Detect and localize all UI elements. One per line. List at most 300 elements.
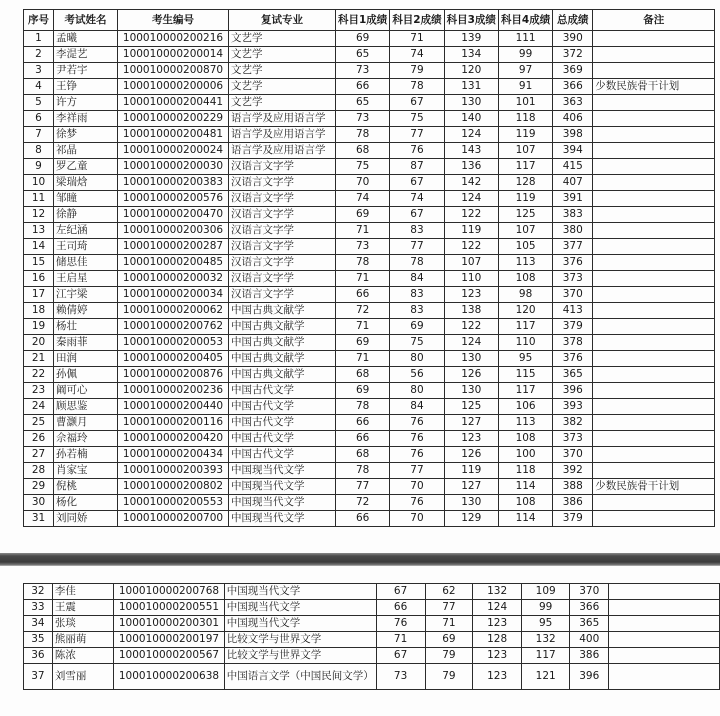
cell-id: 100010000200441 [118,95,229,111]
table-row [24,648,720,664]
cell-id: 100010000200576 [118,191,229,207]
cell-total: 379 [553,319,593,335]
table-row [24,616,720,632]
cell-id: 100010000200030 [118,159,229,175]
cell-no: 2 [24,47,54,63]
cell-major: 中国古代文学 [229,383,336,399]
cell-subject3: 138 [444,303,498,319]
cell-note [593,399,715,415]
table-row [24,255,715,271]
table-row [24,447,715,463]
cell-no: 28 [24,463,54,479]
cell-subject3: 124 [473,600,522,616]
table-row [24,303,715,319]
cell-note [593,463,715,479]
header-id: 考生编号 [118,10,229,31]
cell-subject4: 114 [498,511,552,527]
cell-subject2: 83 [390,287,444,303]
cell-subject1: 73 [336,111,390,127]
cell-total: 373 [553,431,593,447]
cell-major: 文艺学 [229,95,336,111]
cell-subject4: 132 [521,632,570,648]
cell-subject3: 125 [444,399,498,415]
cell-note [593,335,715,351]
cell-no: 31 [24,511,54,527]
cell-major: 汉语言文字学 [229,207,336,223]
cell-no: 19 [24,319,54,335]
cell-id: 100010000200229 [118,111,229,127]
cell-total: 407 [553,175,593,191]
cell-id: 100010000200802 [118,479,229,495]
cell-id: 100010000200420 [118,431,229,447]
cell-total: 398 [553,127,593,143]
cell-major: 汉语言文字学 [229,239,336,255]
cell-major: 语言学及应用语言学 [229,143,336,159]
cell-subject4: 114 [498,479,552,495]
cell-subject3: 139 [444,31,498,47]
cell-subject1: 68 [336,143,390,159]
cell-subject2: 84 [390,271,444,287]
table-header-row [24,10,715,31]
cell-subject1: 69 [336,335,390,351]
cell-id: 100010000200301 [114,616,224,632]
cell-total: 365 [570,616,609,632]
table-row [24,584,720,600]
cell-total: 383 [553,207,593,223]
cell-subject1: 73 [376,664,425,690]
cell-major: 汉语言文字学 [229,191,336,207]
cell-note [593,175,715,191]
cell-name: 左纪涵 [54,223,118,239]
score-table [23,9,715,527]
cell-note [593,111,715,127]
cell-subject1: 78 [336,463,390,479]
cell-total: 376 [553,255,593,271]
table-row [24,287,715,303]
cell-name: 孙若楠 [54,447,118,463]
cell-total: 396 [553,383,593,399]
cell-no: 3 [24,63,54,79]
cell-id: 100010000200287 [118,239,229,255]
cell-name: 刘同娇 [54,511,118,527]
cell-major: 汉语言文字学 [229,287,336,303]
cell-subject2: 77 [390,127,444,143]
cell-name: 李湜艺 [54,47,118,63]
cell-no: 10 [24,175,54,191]
cell-subject1: 78 [336,255,390,271]
cell-total: 400 [570,632,609,648]
cell-subject1: 72 [336,303,390,319]
cell-total: 396 [570,664,609,690]
cell-id: 100010000200053 [118,335,229,351]
cell-subject4: 128 [498,175,552,191]
cell-id: 100010000200034 [118,287,229,303]
table-row [24,207,715,223]
cell-subject1: 69 [336,31,390,47]
cell-no: 32 [24,584,53,600]
cell-subject2: 69 [425,632,473,648]
cell-no: 34 [24,616,53,632]
cell-id: 100010000200393 [118,463,229,479]
cell-subject1: 65 [336,95,390,111]
cell-name: 王司琦 [54,239,118,255]
cell-no: 22 [24,367,54,383]
cell-no: 36 [24,648,53,664]
cell-note [593,319,715,335]
cell-no: 29 [24,479,54,495]
cell-subject2: 76 [390,143,444,159]
cell-total: 392 [553,463,593,479]
cell-note [593,255,715,271]
cell-subject4: 118 [498,111,552,127]
cell-subject2: 56 [390,367,444,383]
cell-subject1: 66 [336,287,390,303]
cell-no: 24 [24,399,54,415]
cell-total: 365 [553,367,593,383]
cell-subject4: 95 [498,351,552,367]
cell-subject4: 108 [498,271,552,287]
table-row [24,479,715,495]
cell-subject3: 131 [444,79,498,95]
cell-note [593,63,715,79]
cell-major: 比较文学与世界文学 [224,632,376,648]
table-row [24,47,715,63]
table-row [24,271,715,287]
table-row [24,159,715,175]
cell-subject3: 110 [444,271,498,287]
cell-note [593,31,715,47]
cell-major: 中国古代文学 [229,447,336,463]
cell-total: 373 [553,271,593,287]
cell-subject3: 123 [444,431,498,447]
cell-subject3: 124 [444,335,498,351]
cell-no: 9 [24,159,54,175]
cell-note [593,143,715,159]
cell-subject2: 80 [390,383,444,399]
cell-major: 语言学及应用语言学 [229,127,336,143]
cell-subject4: 106 [498,399,552,415]
cell-total: 415 [553,159,593,175]
cell-name: 陈浓 [52,648,113,664]
cell-note [609,616,720,632]
cell-name: 杨壮 [54,319,118,335]
cell-note [593,447,715,463]
cell-subject3: 143 [444,143,498,159]
cell-name: 王铮 [54,79,118,95]
cell-major: 汉语言文字学 [229,175,336,191]
cell-subject1: 66 [336,511,390,527]
cell-subject2: 70 [390,511,444,527]
cell-subject1: 71 [336,351,390,367]
cell-no: 4 [24,79,54,95]
cell-note [609,600,720,616]
cell-no: 13 [24,223,54,239]
cell-subject1: 65 [336,47,390,63]
cell-name: 曹灏月 [54,415,118,431]
cell-subject4: 107 [498,223,552,239]
cell-note [593,367,715,383]
cell-note [609,648,720,664]
cell-subject1: 68 [336,447,390,463]
cell-subject1: 71 [336,223,390,239]
cell-name: 阚可心 [54,383,118,399]
table-row [24,111,715,127]
cell-total: 380 [553,223,593,239]
cell-total: 370 [553,287,593,303]
cell-id: 100010000200481 [118,127,229,143]
cell-subject4: 99 [498,47,552,63]
cell-note [593,415,715,431]
cell-no: 30 [24,495,54,511]
cell-name: 赖倩婷 [54,303,118,319]
cell-total: 376 [553,351,593,367]
cell-subject3: 134 [444,47,498,63]
cell-subject1: 78 [336,127,390,143]
cell-subject2: 83 [390,303,444,319]
cell-no: 35 [24,632,53,648]
header-subject4: 科目4成绩 [498,10,552,31]
cell-no: 27 [24,447,54,463]
cell-name: 王启星 [54,271,118,287]
cell-major: 中国现当代文学 [224,584,376,600]
cell-id: 100010000200383 [118,175,229,191]
cell-subject3: 120 [444,63,498,79]
cell-name: 秦雨菲 [54,335,118,351]
cell-major: 中国古典文献学 [229,351,336,367]
table-row [24,79,715,95]
table-row [24,463,715,479]
cell-subject1: 70 [336,175,390,191]
cell-no: 26 [24,431,54,447]
cell-major: 文艺学 [229,63,336,79]
cell-note: 少数民族骨干计划 [593,79,715,95]
cell-subject3: 124 [444,191,498,207]
cell-subject4: 109 [521,584,570,600]
cell-subject2: 75 [390,335,444,351]
cell-name: 许方 [54,95,118,111]
cell-subject3: 123 [473,664,522,690]
cell-total: 382 [553,415,593,431]
table-row [24,191,715,207]
cell-total: 391 [553,191,593,207]
cell-subject2: 75 [390,111,444,127]
cell-subject1: 69 [336,207,390,223]
cell-major: 中国现当代文学 [229,463,336,479]
score-table-continued [23,583,720,690]
table-row [24,335,715,351]
cell-subject3: 119 [444,223,498,239]
cell-note [593,351,715,367]
cell-subject2: 77 [390,239,444,255]
cell-subject2: 62 [425,584,473,600]
cell-no: 1 [24,31,54,47]
cell-subject1: 67 [376,584,425,600]
cell-id: 100010000200216 [118,31,229,47]
cell-id: 100010000200236 [118,383,229,399]
cell-id: 100010000200551 [114,600,224,616]
cell-no: 17 [24,287,54,303]
table-row [24,127,715,143]
cell-note [593,47,715,63]
cell-subject1: 72 [336,495,390,511]
cell-note [593,383,715,399]
cell-id: 100010000200870 [118,63,229,79]
cell-subject2: 79 [390,63,444,79]
cell-no: 25 [24,415,54,431]
cell-subject2: 78 [390,79,444,95]
cell-subject4: 119 [498,191,552,207]
cell-major: 中国古代文学 [229,431,336,447]
cell-subject3: 126 [444,447,498,463]
header-note: 备注 [593,10,715,31]
cell-subject3: 123 [444,287,498,303]
header-subject1: 科目1成绩 [336,10,390,31]
cell-subject4: 121 [521,664,570,690]
cell-subject1: 66 [336,79,390,95]
cell-major: 中国古典文献学 [229,319,336,335]
cell-subject4: 107 [498,143,552,159]
cell-no: 11 [24,191,54,207]
table-row [24,415,715,431]
cell-subject4: 108 [498,431,552,447]
cell-note [593,207,715,223]
cell-subject3: 130 [444,351,498,367]
cell-name: 杨化 [54,495,118,511]
cell-subject2: 84 [390,399,444,415]
cell-major: 中国古典文献学 [229,335,336,351]
cell-subject2: 70 [390,479,444,495]
table-row [24,431,715,447]
cell-name: 江宇梁 [54,287,118,303]
cell-name: 尹若宇 [54,63,118,79]
cell-subject3: 126 [444,367,498,383]
cell-subject4: 125 [498,207,552,223]
cell-note [609,584,720,600]
header-total: 总成绩 [553,10,593,31]
cell-subject2: 76 [390,431,444,447]
table-row [24,600,720,616]
cell-major: 中国古典文献学 [229,303,336,319]
cell-note [593,271,715,287]
cell-subject3: 122 [444,207,498,223]
cell-subject1: 73 [336,63,390,79]
cell-total: 378 [553,335,593,351]
table-row [24,95,715,111]
cell-note [609,664,720,690]
cell-subject1: 76 [376,616,425,632]
cell-subject2: 79 [425,648,473,664]
table-row [24,143,715,159]
cell-major: 中国语言文学（中国民间文学） [224,664,376,690]
cell-subject2: 67 [390,207,444,223]
cell-no: 21 [24,351,54,367]
cell-major: 比较文学与世界文学 [224,648,376,664]
cell-id: 100010000200116 [118,415,229,431]
cell-name: 刘雪丽 [52,664,113,690]
cell-no: 37 [24,664,53,690]
cell-total: 366 [553,79,593,95]
cell-subject2: 74 [390,191,444,207]
cell-id: 100010000200032 [118,271,229,287]
cell-name: 李祥雨 [54,111,118,127]
table-row [24,319,715,335]
table-row [24,239,715,255]
cell-total: 386 [570,648,609,664]
cell-note [593,511,715,527]
cell-subject2: 71 [390,31,444,47]
cell-total: 394 [553,143,593,159]
cell-id: 100010000200876 [118,367,229,383]
cell-subject1: 66 [336,431,390,447]
cell-note [593,191,715,207]
table-row [24,383,715,399]
cell-note [593,303,715,319]
cell-subject4: 105 [498,239,552,255]
cell-subject3: 122 [444,239,498,255]
cell-major: 语言学及应用语言学 [229,111,336,127]
cell-subject2: 74 [390,47,444,63]
cell-no: 5 [24,95,54,111]
header-subject2: 科目2成绩 [390,10,444,31]
cell-subject4: 91 [498,79,552,95]
cell-subject2: 83 [390,223,444,239]
header-major: 复试专业 [229,10,336,31]
table-row [24,664,720,690]
cell-id: 100010000200197 [114,632,224,648]
cell-name: 徐梦 [54,127,118,143]
cell-name: 孟曦 [54,31,118,47]
cell-note: 少数民族骨干计划 [593,479,715,495]
cell-note [593,431,715,447]
cell-total: 370 [570,584,609,600]
cell-subject3: 122 [444,319,498,335]
cell-subject3: 132 [473,584,522,600]
cell-no: 18 [24,303,54,319]
cell-id: 100010000200638 [114,664,224,690]
cell-subject2: 87 [390,159,444,175]
cell-subject3: 130 [444,495,498,511]
cell-no: 23 [24,383,54,399]
cell-subject4: 120 [498,303,552,319]
cell-major: 中国现当代文学 [229,479,336,495]
cell-subject4: 117 [498,383,552,399]
cell-major: 中国古典文献学 [229,367,336,383]
cell-subject3: 136 [444,159,498,175]
cell-major: 文艺学 [229,31,336,47]
cell-major: 中国现当代文学 [229,495,336,511]
cell-name: 田润 [54,351,118,367]
cell-no: 20 [24,335,54,351]
cell-subject2: 80 [390,351,444,367]
cell-no: 6 [24,111,54,127]
table-row [24,223,715,239]
cell-subject2: 79 [425,664,473,690]
cell-name: 孙佩 [54,367,118,383]
cell-name: 倪桃 [54,479,118,495]
cell-name: 佘福玲 [54,431,118,447]
cell-subject1: 67 [376,648,425,664]
cell-name: 张琰 [52,616,113,632]
cell-subject1: 74 [336,191,390,207]
table-row [24,367,715,383]
table-row [24,351,715,367]
table-row [24,31,715,47]
cell-total: 386 [553,495,593,511]
cell-subject2: 69 [390,319,444,335]
cell-total: 370 [553,447,593,463]
cell-total: 363 [553,95,593,111]
cell-subject1: 66 [376,600,425,616]
